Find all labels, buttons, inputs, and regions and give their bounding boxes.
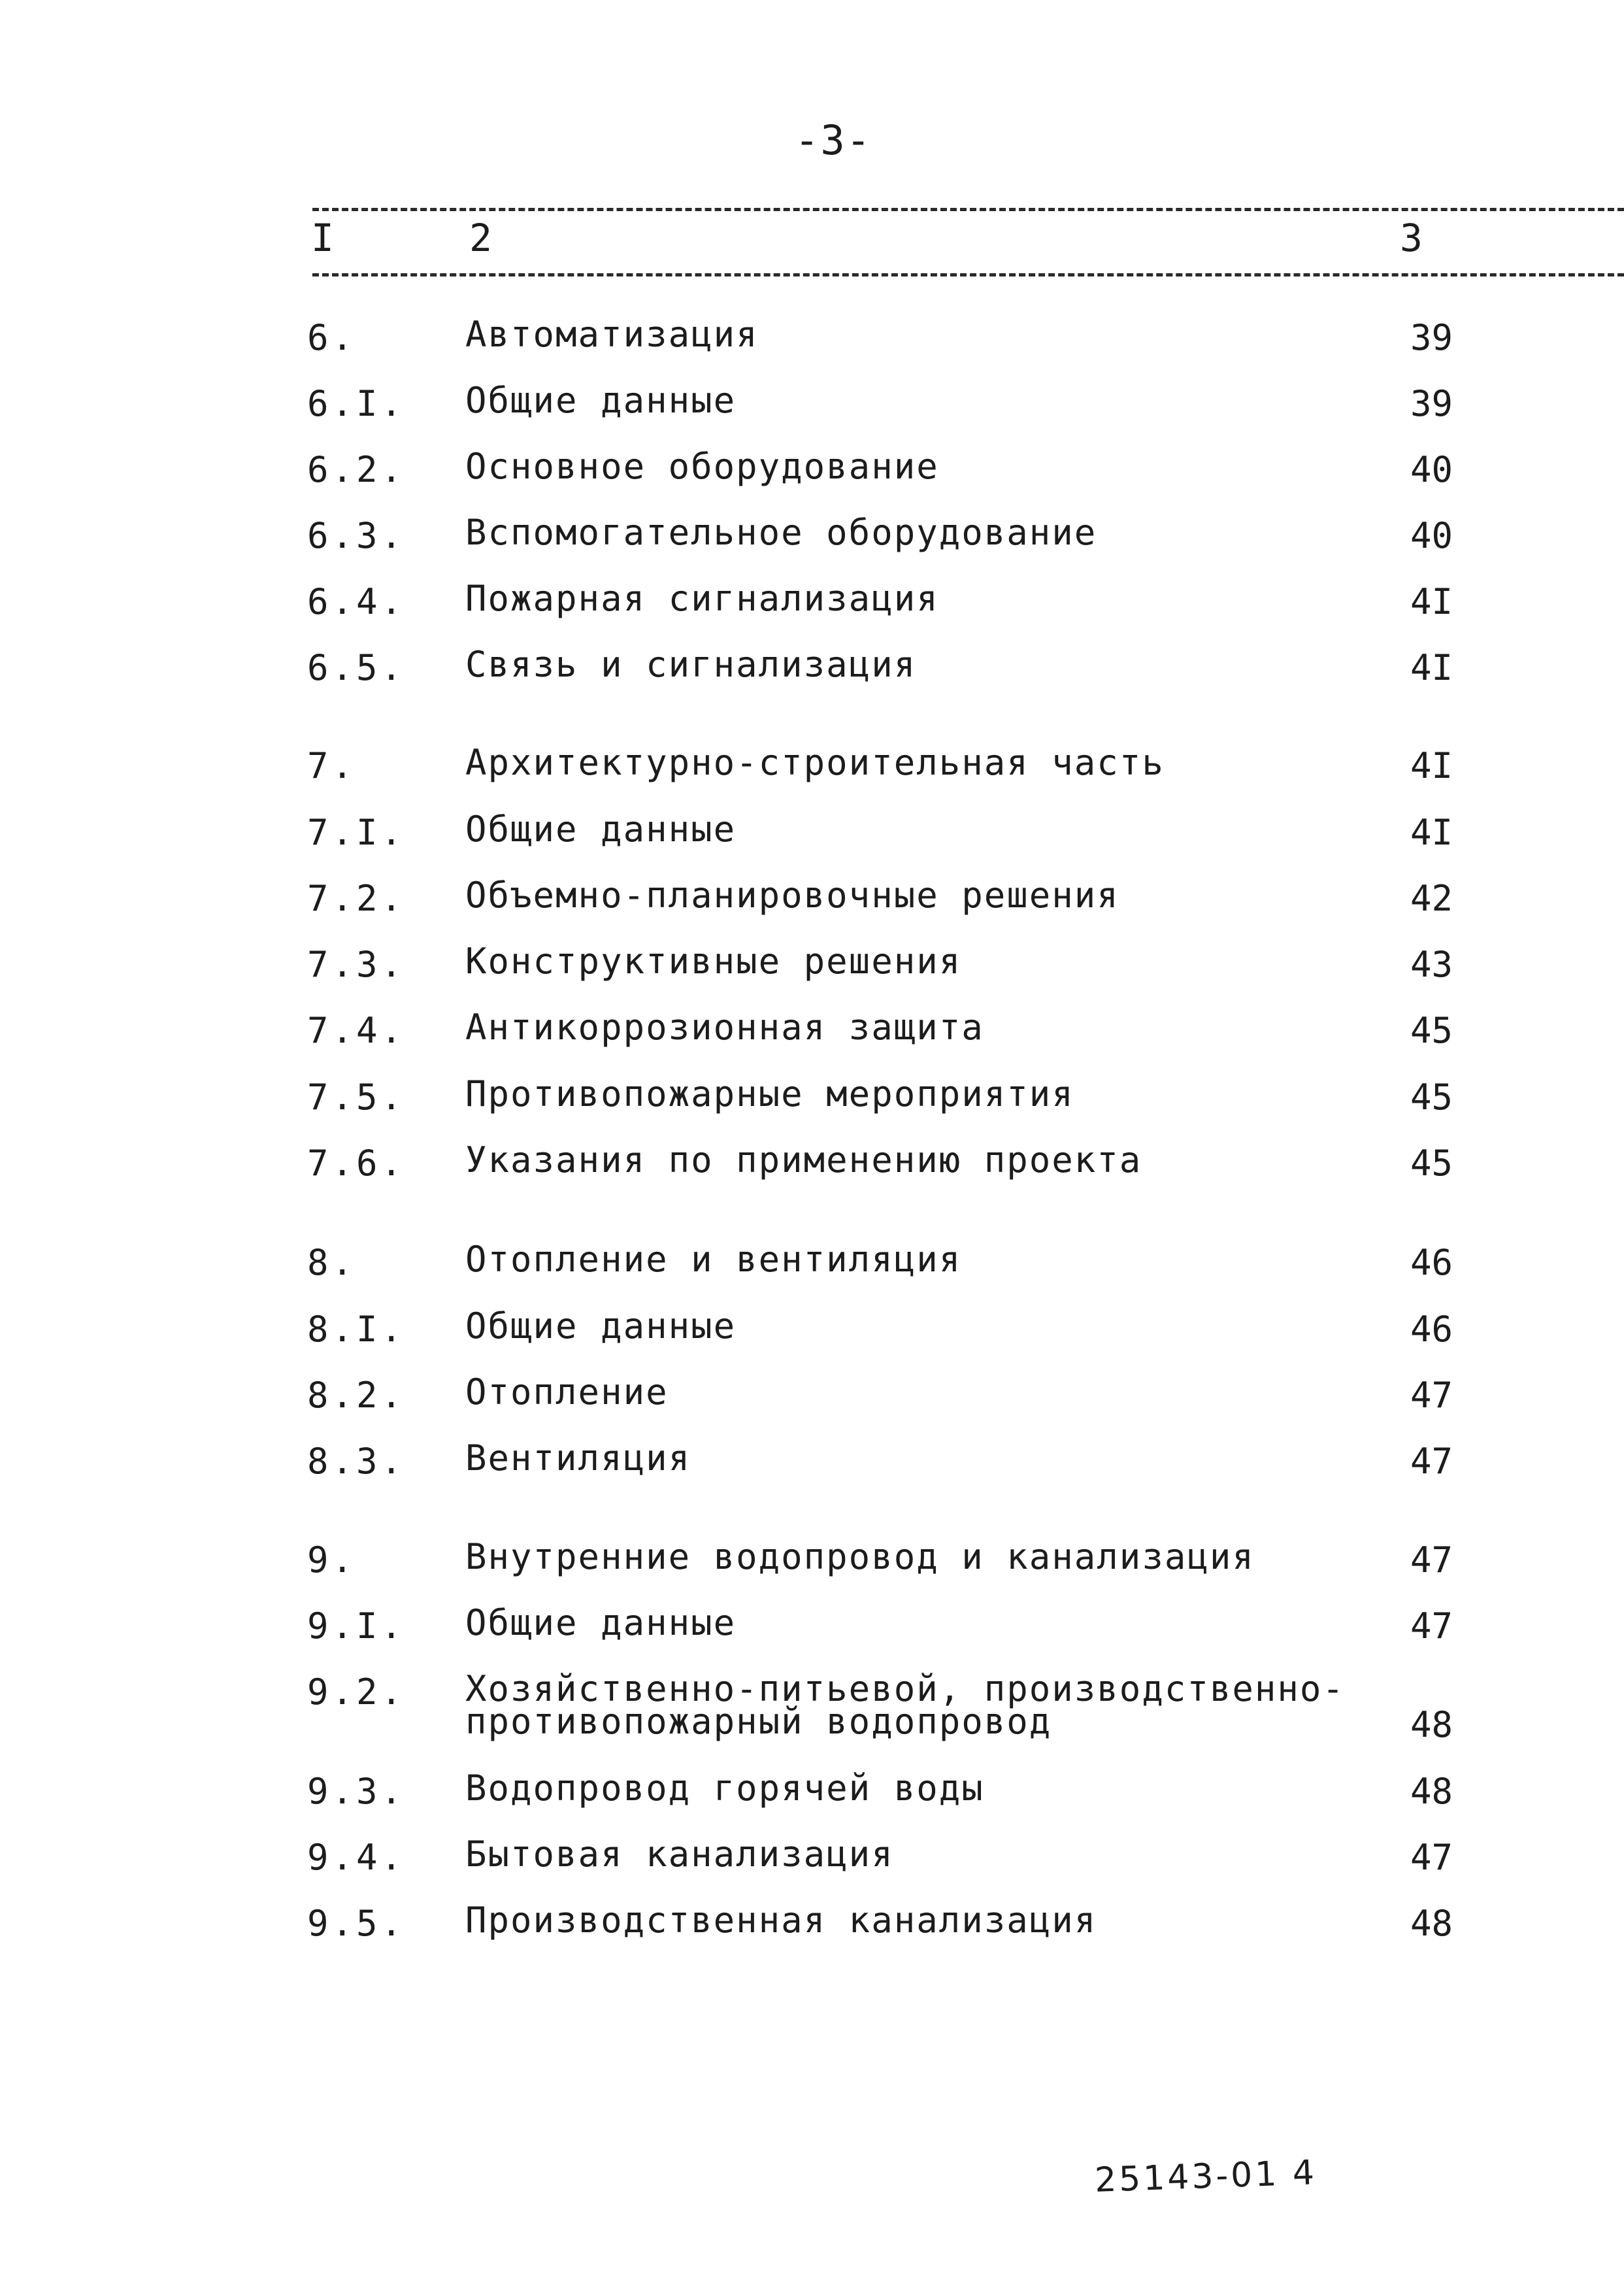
entry-title: Основное оборудование [465, 446, 939, 487]
entry-title: Отопление и вентиляция [465, 1239, 962, 1280]
toc-entry [0, 1437, 1624, 1493]
toc-entry [0, 1900, 1624, 1955]
entry-page: 4I [1410, 647, 1453, 688]
entry-title: Хозяйственно-питьевой, производственно- [465, 1668, 1345, 1709]
entry-page: 48 [1410, 1704, 1453, 1745]
entry-page: 47 [1410, 1539, 1453, 1581]
toc-entry [0, 1536, 1624, 1592]
entry-number: 9.4. [307, 1837, 406, 1878]
toc-entry [0, 1073, 1624, 1129]
entry-number: 8.I. [307, 1309, 406, 1350]
entry-title: Указания по применению проекта [465, 1139, 1142, 1181]
entry-page: 45 [1410, 1143, 1453, 1184]
toc-entry [0, 380, 1624, 435]
entry-number: 6.2. [307, 449, 406, 490]
header-col-2: 2 [469, 216, 492, 260]
entry-title: Общие данные [465, 1602, 737, 1643]
entry-title: Вентиляция [465, 1437, 691, 1479]
entry-title: Отопление [465, 1371, 669, 1413]
header-col-1: I [311, 216, 334, 260]
document-code: 25143-01 4 [1094, 2153, 1317, 2200]
toc-entry [0, 512, 1624, 567]
entry-title: Антикоррозионная защита [465, 1007, 984, 1048]
entry-number: 7.2. [307, 878, 406, 919]
entry-page: 46 [1410, 1309, 1453, 1350]
entry-page: 40 [1410, 515, 1453, 556]
entry-page: 40 [1410, 449, 1453, 490]
entry-number: 7.I. [307, 812, 406, 853]
entry-number: 6.I. [307, 383, 406, 424]
entry-number: 8.2. [307, 1375, 406, 1416]
entry-title: Общие данные [465, 809, 737, 850]
entry-title: Пожарная сигнализация [465, 578, 939, 619]
entry-page: 47 [1410, 1605, 1453, 1647]
entry-page: 48 [1410, 1771, 1453, 1812]
entry-number: 7.5. [307, 1077, 406, 1118]
entry-number: 9.I. [307, 1605, 406, 1647]
entry-number: 6.5. [307, 647, 406, 688]
toc-entry [0, 1239, 1624, 1294]
toc-entry [0, 1007, 1624, 1062]
toc-entry [0, 875, 1624, 930]
entry-number: 6. [307, 317, 357, 358]
toc-entry [0, 1371, 1624, 1427]
entry-number: 6.4. [307, 581, 406, 622]
entry-page: 39 [1410, 383, 1453, 424]
entry-page: 45 [1410, 1077, 1453, 1118]
entry-title: Автоматизация [465, 314, 759, 355]
entry-page: 39 [1410, 317, 1453, 358]
entry-number: 8.3. [307, 1441, 406, 1482]
toc-entry [0, 1834, 1624, 1889]
entry-page: 45 [1410, 1010, 1453, 1051]
entry-title: Архитектурно-строительная часть [465, 742, 1165, 783]
toc-entry [0, 446, 1624, 501]
toc-entry [0, 1668, 1624, 1763]
entry-number: 9.5. [307, 1903, 406, 1944]
entry-title: Вспомогательное оборудование [465, 512, 1097, 553]
toc-entry [0, 1305, 1624, 1361]
entry-title: Связь и сигнализация [465, 644, 917, 685]
header-col-3: 3 [1400, 216, 1423, 260]
entry-title: Противопожарные мероприятия [465, 1073, 1074, 1114]
entry-title: Внутренние водопровод и канализация [465, 1536, 1255, 1577]
entry-number: 7. [307, 745, 357, 786]
entry-page: 47 [1410, 1837, 1453, 1878]
entry-number: 7.6. [307, 1143, 406, 1184]
entry-number: 7.4. [307, 1010, 406, 1051]
entry-title: Бытовая канализация [465, 1834, 894, 1875]
entry-number: 7.3. [307, 944, 406, 985]
entry-page: 47 [1410, 1375, 1453, 1416]
toc-entry [0, 578, 1624, 633]
entry-title: Объемно-планировочные решения [465, 875, 1119, 916]
entry-page: 46 [1410, 1242, 1453, 1283]
entry-title: Водопровод горячей воды [465, 1767, 984, 1809]
entry-number: 9.3. [307, 1771, 406, 1812]
toc-entry [0, 314, 1624, 369]
entry-page: 43 [1410, 944, 1453, 985]
header-bottom-rule [312, 273, 1624, 276]
entry-number: 8. [307, 1242, 357, 1283]
entry-title: Производственная канализация [465, 1900, 1097, 1941]
entry-number: 9. [307, 1539, 357, 1581]
entry-page: 4I [1410, 745, 1453, 786]
entry-page: 42 [1410, 878, 1453, 919]
entry-title: Общие данные [465, 1305, 737, 1347]
page-number: -3- [795, 116, 872, 164]
entry-title: Общие данные [465, 380, 737, 421]
entry-title-continuation: противопожарный водопровод [465, 1701, 1052, 1742]
toc-entry [0, 644, 1624, 699]
entry-page: 4I [1410, 812, 1453, 853]
entry-title: Конструктивные решения [465, 941, 962, 982]
toc-entry [0, 809, 1624, 864]
header-top-rule [312, 208, 1624, 211]
toc-entry [0, 1139, 1624, 1195]
toc-entry [0, 742, 1624, 797]
entry-page: 48 [1410, 1903, 1453, 1944]
entry-page: 47 [1410, 1441, 1453, 1482]
toc-entry [0, 1767, 1624, 1823]
entry-number: 6.3. [307, 515, 406, 556]
toc-entry [0, 1602, 1624, 1658]
toc-entry [0, 941, 1624, 996]
entry-number: 9.2. [307, 1671, 406, 1713]
entry-page: 4I [1410, 581, 1453, 622]
